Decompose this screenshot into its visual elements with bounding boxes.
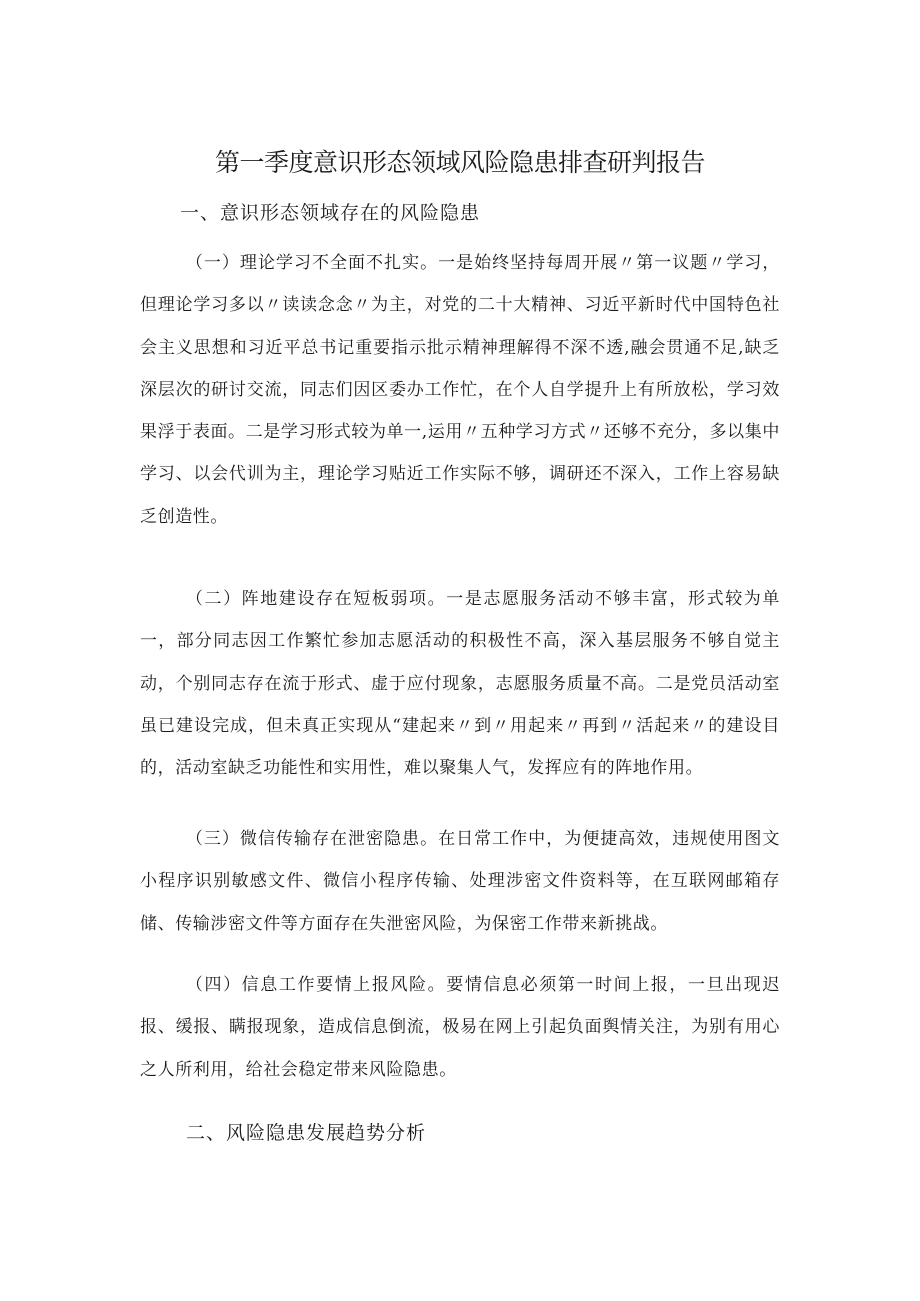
paragraph-theory-study: （一）理论学习不全面不扎实。一是始终坚持每周开展〃第一议题〃学习，但理论学习多以〃读读念念〃为主，对党的二十大精神、习近平新时代中国特色社会主义思想和习近平总书记重要指示批示精神理解得不深不透,融会贯通不足,缺乏深层次的研讨交流，同志们因区委办工作忙，在个人自学提升上有所放松，学习效果浮于表面。二是学习形式较为单一,运用〃五种学习方式〃还够不充分，多以集中学习、以会代训为主，理论学习贴近工作实际不够，调研还不深入，工作上容易缺乏创造性。: [140, 253, 780, 527]
paragraph-position-building: （二）阵地建设存在短板弱项。一是志愿服务活动不够丰富，形式较为单一，部分同志因工作繁忙参加志愿活动的积极性不高，深入基层服务不够自觉主动，个别同志存在流于形式、虚于应付现象，志愿服务质量不高。二是党员活动室虽已建设完成，但未真正实现从“建起来〃到〃用起来〃再到〃活起来〃的建设目的，活动室缺乏功能性和实用性，难以聚集人气，发挥应有的阵地作用。: [140, 589, 780, 779]
section-heading-trend-analysis: 二、风险隐患发展趋势分析: [186, 1122, 427, 1144]
paragraph-wechat-leak: （三）微信传输存在泄密隐患。在日常工作中，为便捷高效，违规使用图文小程序识别敏感文件、微信小程序传输、处理涉密文件资料等，在互联网邮箱存储、传输涉密文件等方面存在失泄密风险，为保密工作带来新挑战。: [140, 829, 780, 934]
paragraph-info-reporting: （四）信息工作要情上报风险。要情信息必须第一时间上报，一旦出现迟报、缓报、瞒报现象，造成信息倒流，极易在网上引起负面舆情关注，为别有用心之人所利用，给社会稳定带来风险隐患。: [140, 975, 780, 1080]
document-title: 第一季度意识形态领域风险隐患排查研判报告: [214, 148, 705, 177]
section-heading-risks: 一、意识形态领域存在的风险隐患: [180, 202, 481, 224]
